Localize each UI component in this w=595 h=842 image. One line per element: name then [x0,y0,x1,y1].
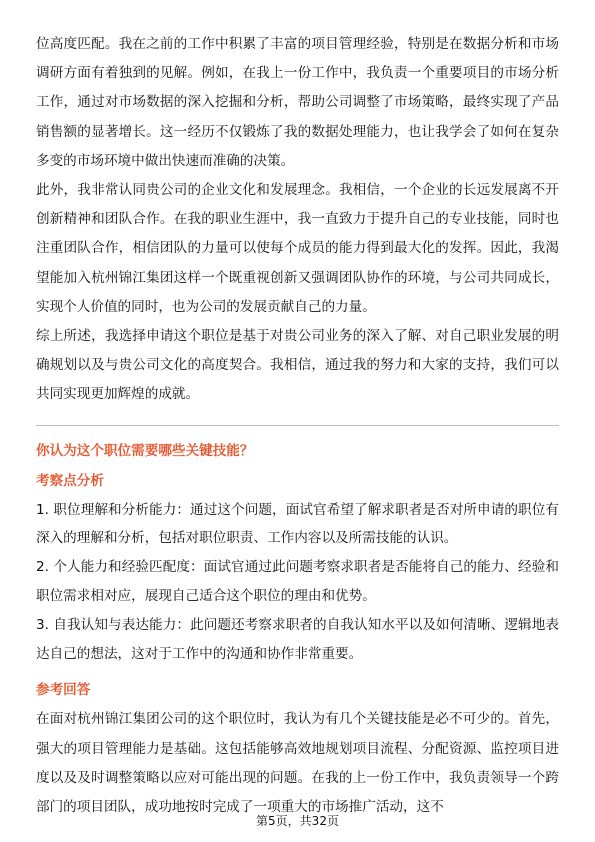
analysis-point: 1. 职位理解和分析能力：通过这个问题，面试官希望了解求职者是否对所申请的职位有深入的理解和分析，包括对职位职责、工作内容以及所需技能的认识。 [36,501,559,547]
analysis-heading: 考察点分析 [36,472,104,489]
section-divider [36,425,559,426]
analysis-point: 3. 自我认知与表达能力：此问题还考察求职者的自我认知水平以及如何清晰、逻辑地表达自己的想法，这对于工作中的沟通和协作非常重要。 [36,616,559,662]
body-paragraph: 此外，我非常认同贵公司的企业文化和发展理念。我相信，一个企业的长远发展离不开创新精神和团队合作。在我的职业生涯中，我一直致力于提升自己的专业技能，同时也注重团队合作，相信团队的力量可以使每个成员的能力得到最大化的发挥。因此，我渴望能加入杭州锦江集团这样一个既重视创新又强调团队协作的环境，与公司共同成长，实现个人价值的同时，也为公司的发展贡献自己的力量。 [36,182,559,315]
answer-heading: 参考回答 [36,682,91,699]
analysis-point: 2. 个人能力和经验匹配度：面试官通过此问题考察求职者是否能将自己的能力、经验和职位需求相对应，展现自己适合这个职位的理由和优势。 [36,559,559,605]
answer-paragraph: 在面对杭州锦江集团公司的这个职位时，我认为有几个关键技能是必不可少的。首先，强大的项目管理能力是基础。这包括能够高效地规划项目流程、分配资源、监控项目进度以及及时调整策略以应对可能出现的问题。在我的上一份工作中，我负责领导一个跨部门的项目团队，成功地按时完成了一项重大的市场推广活动，这不 [36,711,559,816]
page-number: 第5页，共32页 [256,814,339,828]
analysis-points [36,496,559,669]
question-heading: 你认为这个职位需要哪些关键技能？ [36,442,254,459]
document-page [36,30,559,822]
body-paragraph: 综上所述，我选择申请这个职位是基于对贵公司业务的深入了解、对自己职业发展的明确规划以及与贵公司文化的高度契合。我相信，通过我的努力和大家的支持，我们可以共同实现更加辉煌的成就。 [36,328,559,403]
body-paragraph: 位高度匹配。我在之前的工作中积累了丰富的项目管理经验，特别是在数据分析和市场调研方面有着独到的见解。例如，在我上一份工作中，我负责一个重要项目的市场分析工作，通过对市场数据的深入挖掘和分析，帮助公司调整了市场策略，最终实现了产品销售额的显著增长。这一经历不仅锻炼了我的数据处理能力，也让我学会了如何在复杂多变的市场环境中做出快速而准确的决策。 [36,36,559,169]
